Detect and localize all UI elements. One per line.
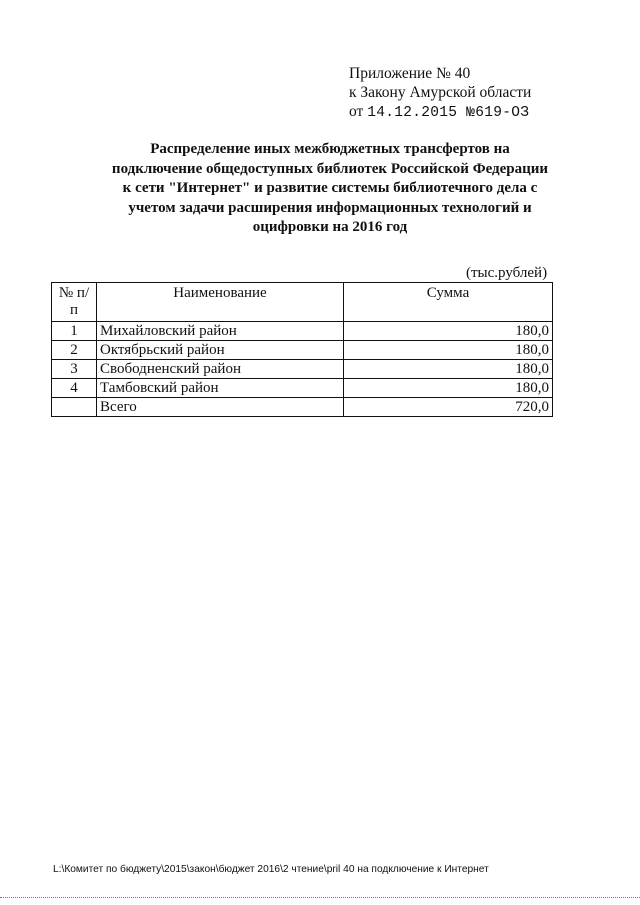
appendix-law-date [349,102,531,123]
title-line: оцифровки на 2016 год [252,219,408,235]
title-line: к сети "Интернет" и развитие системы библиотечного дела с [122,180,538,196]
appendix-law-reference: к Закону Амурской области [349,84,532,101]
row-sum: 180,0 [344,322,553,341]
title-line: Распределение иных межбюджетных трансфертов на [150,141,510,157]
distribution-table [51,282,553,417]
row-name: Свободненский район [97,360,344,379]
header-name: Наименование [97,283,344,322]
total-sum: 720,0 [344,398,553,417]
row-sum: 180,0 [344,360,553,379]
row-number: 3 [52,360,97,379]
law-date-stamp: 14.12.2015 №619-ОЗ [367,105,530,121]
header-sum: Сумма [344,283,553,322]
total-number-empty [52,398,97,417]
row-name: Михайловский район [97,322,344,341]
appendix-header [349,64,531,123]
row-name: Октябрьский район [97,341,344,360]
appendix-number: Приложение № 40 [349,65,471,82]
table-header-row [52,283,553,322]
row-number: 4 [52,379,97,398]
table-row [52,379,553,398]
table-row [52,322,553,341]
appendix-date-prefix: от [349,103,368,120]
header-number: № п/п [52,283,97,322]
units-label: (тыс.рублей) [466,265,548,281]
row-sum: 180,0 [344,341,553,360]
row-sum: 180,0 [344,379,553,398]
row-number: 2 [52,341,97,360]
scan-edge-divider [0,897,640,899]
file-path-footer: L:\Комитет по бюджету\2015\закон\бюджет 2016\2 чтение\pril 40 на подключение к Интернет [53,864,489,875]
row-name: Тамбовский район [97,379,344,398]
table-row [52,360,553,379]
table-row [52,341,553,360]
title-line: подключение общедоступных библиотек Российской Федерации [111,160,549,177]
row-number: 1 [52,322,97,341]
table-total-row [52,398,553,417]
total-label: Всего [97,398,344,417]
document-title [60,140,600,238]
title-line: учетом задачи расширения информационных технологий и [128,199,532,216]
